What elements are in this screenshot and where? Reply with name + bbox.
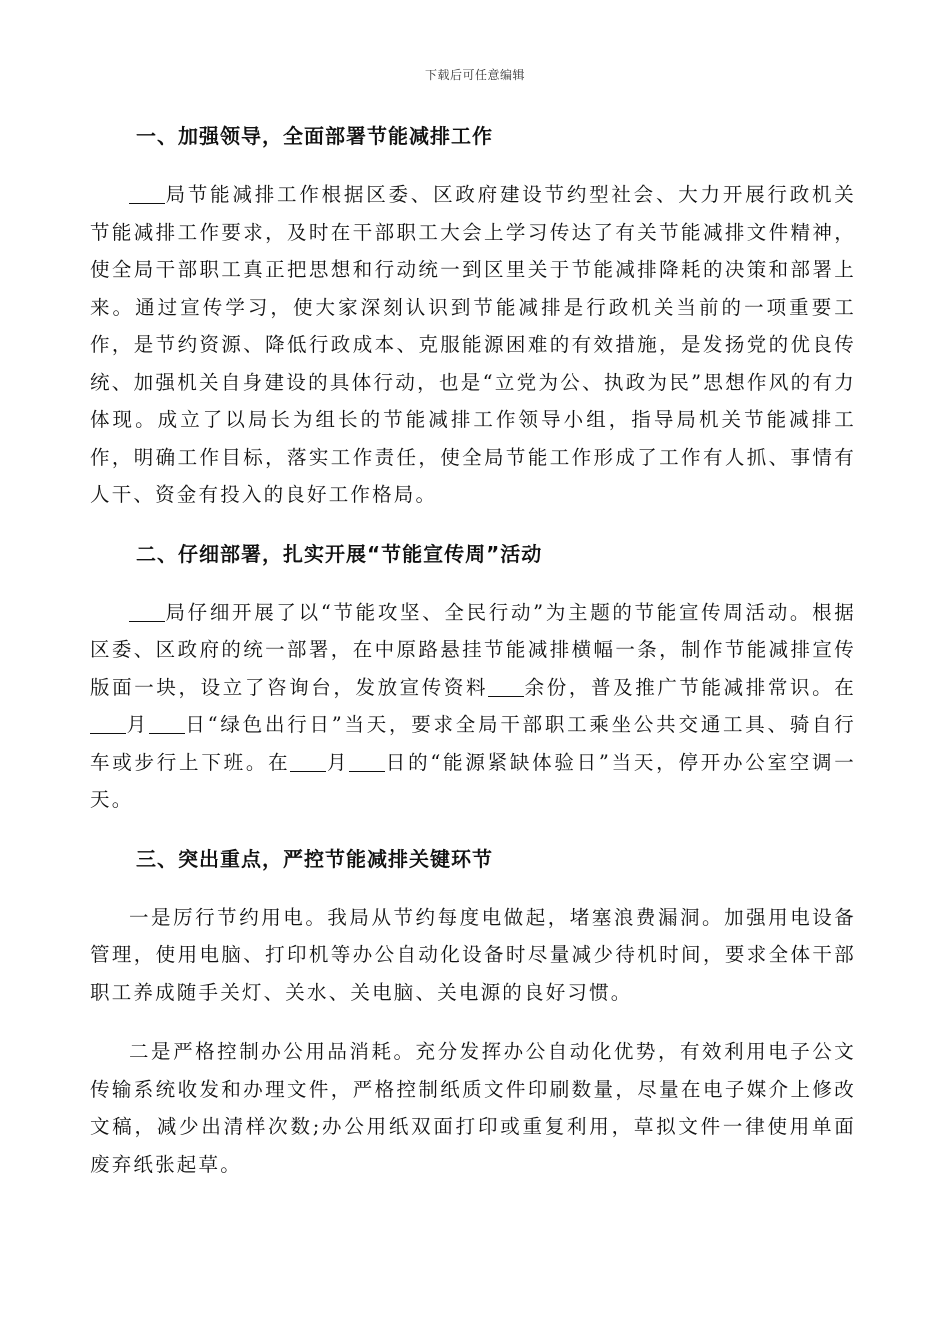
section-3-paragraph-1: 一是厉行节约用电。我局从节约每度电做起，堵塞浪费漏洞。加强用电设备管理，使用电脑、打印机等办公自动化设备时尽量减少待机时间，要求全体干部职工养成随手关灯、关水、关电脑、关电源的良好习惯。 [90, 905, 856, 1004]
section-heading-2: 二、仔细部署，扎实开展“节能宣传周”活动 [136, 541, 543, 566]
header-note: 下载后可任意编辑 [424, 68, 525, 82]
fill-blank [149, 714, 185, 735]
section-1-paragraph-1 [90, 176, 856, 514]
paragraph-text-segment: 日“绿色出行日”当天，要求全局干部职工乘坐公共交通工具、骑自行车或步行上下班。在 [90, 713, 857, 774]
paragraph-text-segment: 月 [326, 750, 350, 774]
section-heading-1: 一、加强领导，全面部署节能减排工作 [136, 124, 493, 148]
section-heading-3: 三、突出重点，严控节能减排关键环节 [136, 846, 493, 871]
paragraph-text-segment: 余份，普及推广节能减排常识。在 [524, 675, 856, 699]
paragraph-text-segment: 月 [126, 713, 149, 736]
fill-blank [90, 714, 126, 735]
fill-blank [290, 751, 326, 772]
paragraph-text-segment: 局仔细开展了以“节能攻坚、全民行动”为主题的节能宣传周活动。根据区委、区政府的统一部署，在中原路悬挂节能减排横幅一条，制作节能减排宣传版面一块，设立了咨询台，发放宣传资料 [90, 600, 856, 699]
fill-blank [488, 676, 524, 697]
fill-blank [129, 601, 165, 622]
paragraph-text-segment: 日的“能源紧缺体验日”当天，停开办公室空调一天。 [90, 750, 856, 811]
fill-blank [129, 184, 165, 205]
document-body [90, 118, 856, 1205]
paragraph-text: 局节能减排工作根据区委、区政府建设节约型社会、大力开展行政机关节能减排工作要求，及时在干部职工大会上学习传达了有关节能减排文件精神，使全局干部职工真正把思想和行动统一到区里关于节能减排降耗的决策和部署上来。通过宣传学习，使大家深刻认识到节能减排是行政机关当前的一项重要工作，是节约资源、降低行政成本、克服能源困难的有效措施，是发扬党的优良传统、加强机关自身建设的具体行动，也是“立党为公、执政为民”思想作风的有力体现。成立了以局长为组长的节能减排工作领导小组，指导局机关节能减排工作，明确工作目标，落实工作责任，使全局节能工作形成了工作有人抓、事情有人干、资金有投入的良好工作格局。 [90, 183, 856, 506]
fill-blank [349, 751, 385, 772]
section-3-paragraph-2: 二是严格控制办公用品消耗。充分发挥办公自动化优势，有效利用电子公文传输系统收发和办理文件，严格控制纸质文件印刷数量，尽量在电子媒介上修改文稿，减少出清样次数;办公用纸双面打印或重复利用，草拟文件一律使用单面废弃纸张起草。 [90, 1040, 856, 1176]
section-2-paragraph-1 [90, 594, 856, 819]
